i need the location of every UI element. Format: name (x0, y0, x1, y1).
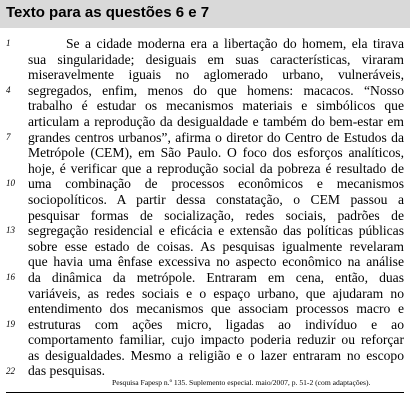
divider (6, 392, 404, 393)
text-line: entendimento dos mecanismos que associam processos macro e (28, 301, 404, 317)
line-number: 1 (6, 38, 11, 48)
line-number: 19 (6, 318, 15, 329)
text-line: comportamento familiar, cujo impacto poderia reduzir ou reforçar (28, 332, 404, 348)
line-number: 10 (6, 178, 15, 189)
text-line: das pesquisas. (28, 363, 106, 379)
text-line: grandes centros urbanos”, afirma o diretor do Centro de Estudos da (28, 129, 404, 145)
text-line: sua singularidade; desiguais em suas características, viraram (28, 51, 404, 67)
line-number: 13 (6, 225, 15, 236)
line-number: 7 (6, 131, 11, 142)
text-line: Se a cidade moderna era a libertação do homem, ela tirava (66, 36, 404, 51)
text-line: variáveis, as redes sociais e o espaço urbano, que ajudaram no (28, 285, 404, 301)
text-line: hoje, é verificar que a reprodução social da pobreza é resultado de (28, 160, 404, 176)
text-line: trabalho é estudar os mecanismos materiais e simbólicos que (28, 98, 404, 114)
text-line: segregados, enfim, menos do que homens: macacos. “Nosso (28, 82, 404, 98)
line-number: 4 (6, 84, 11, 95)
text-line: uma combinação de processos econômicos e mecanismos (28, 176, 404, 192)
line-number: 16 (6, 272, 15, 282)
text-line: da dinâmica da metrópole. Entraram em cena, então, duas (28, 269, 404, 285)
text-line: segregação residencial e eficácia e extensão das políticas públicas (28, 223, 404, 239)
text-line: Metrópole (CEM), em São Paulo. O foco dos esforços analíticos, (28, 145, 404, 161)
text-line: pesquisar formas de socialização, redes sociais, padrões de (28, 207, 404, 223)
header-bar (0, 0, 410, 28)
text-line: miseravelmente iguais no aglomerado urbano, vulneráveis, (28, 67, 404, 83)
text-line: as desigualdades. Mesmo a religião e o lazer entraram no escopo (28, 347, 404, 363)
text-line: sobre esse estado de coisas. As pesquisas igualmente revelaram (28, 238, 404, 254)
text-line: estruturas com ações micro, ligadas ao indivíduo e ao (28, 316, 404, 332)
text-line: sociopolíticos. A partir dessa constatação, o CEM passou a (28, 191, 404, 207)
text-line: que havia uma ênfase excessiva no aspecto econômico na análise (28, 254, 404, 270)
source-citation: Pesquisa Fapesp n.º 135. Suplemento especial. maio/2007, p. 51-2 (com adaptações). (112, 378, 371, 387)
text-line: articulam a reprodução da desigualdade e também do bem-estar em (28, 113, 404, 129)
passage-text (28, 36, 404, 379)
line-number: 22 (6, 365, 15, 376)
header-title: Texto para as questões 6 e 7 (6, 4, 210, 21)
